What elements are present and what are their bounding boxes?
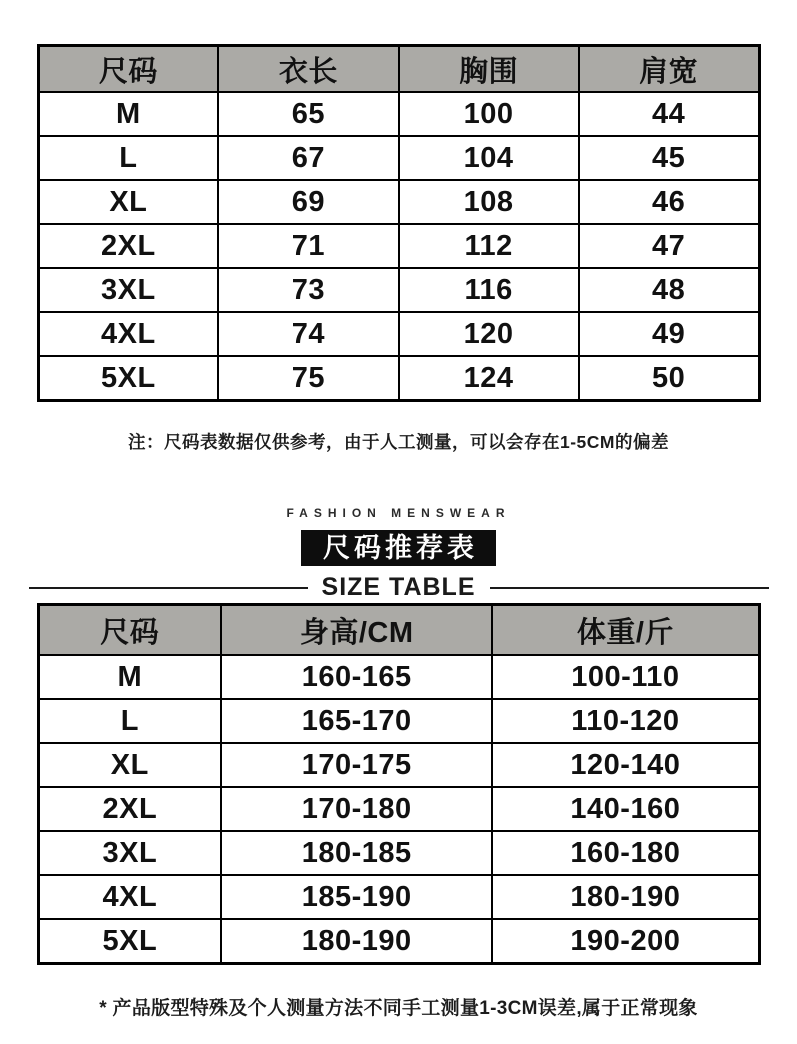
table-row <box>38 180 759 224</box>
table-row <box>38 136 759 180</box>
table-cell: 180-190 <box>492 875 759 919</box>
table-cell: 2XL <box>38 787 221 831</box>
table-cell: 160-165 <box>221 655 492 699</box>
table-cell: 46 <box>579 180 759 224</box>
table-cell: 116 <box>399 268 579 312</box>
table-cell: 44 <box>579 92 759 136</box>
table-cell: 45 <box>579 136 759 180</box>
table-cell: 5XL <box>38 919 221 964</box>
garment-size-table <box>37 44 761 402</box>
recommend-table-footnote: * 产品版型特殊及个人测量方法不同手工测量1-3CM误差,属于正常现象 <box>99 998 698 1019</box>
table-cell: 75 <box>218 356 398 401</box>
table-cell: 49 <box>579 312 759 356</box>
table-cell: 2XL <box>38 224 218 268</box>
table-cell: 124 <box>399 356 579 401</box>
column-header: 胸围 <box>399 46 579 93</box>
column-header: 尺码 <box>38 605 221 656</box>
body-size-recommend-table <box>37 603 761 965</box>
table-cell: XL <box>38 180 218 224</box>
table-cell: XL <box>38 743 221 787</box>
table-cell: 180-190 <box>221 919 492 964</box>
table-row <box>38 831 759 875</box>
table-cell: 140-160 <box>492 787 759 831</box>
column-header: 身高/CM <box>221 605 492 656</box>
table-cell: 112 <box>399 224 579 268</box>
table-row <box>38 919 759 964</box>
header-row <box>38 46 759 93</box>
table-cell: 100 <box>399 92 579 136</box>
table-cell: 110-120 <box>492 699 759 743</box>
table-row <box>38 699 759 743</box>
table-cell: 4XL <box>38 875 221 919</box>
table-cell: 120 <box>399 312 579 356</box>
table-row <box>38 787 759 831</box>
column-header: 肩宽 <box>579 46 759 93</box>
table-cell: 71 <box>218 224 398 268</box>
table-cell: L <box>38 699 221 743</box>
table-cell: M <box>38 92 218 136</box>
garment-table-note: 注：尺码表数据仅供参考，由于人工测量，可以会存在1-5CM的偏差 <box>127 432 669 452</box>
table-cell: 170-180 <box>221 787 492 831</box>
table-cell: 190-200 <box>492 919 759 964</box>
size-recommend-badge: 尺码推荐表 <box>301 530 496 566</box>
table-cell: 50 <box>579 356 759 401</box>
table-row <box>38 875 759 919</box>
table-cell: 65 <box>218 92 398 136</box>
divider-label: SIZE TABLE <box>321 573 476 601</box>
table-cell: 100-110 <box>492 655 759 699</box>
column-header: 体重/斤 <box>492 605 759 656</box>
table-cell: 180-185 <box>221 831 492 875</box>
table-cell: 120-140 <box>492 743 759 787</box>
header-row <box>38 605 759 656</box>
table-cell: 160-180 <box>492 831 759 875</box>
table-row <box>38 92 759 136</box>
table-cell: 3XL <box>38 268 218 312</box>
table-cell: 47 <box>579 224 759 268</box>
divider-line-left <box>29 587 308 589</box>
brand-tagline: FASHION MENSWEAR <box>286 506 511 520</box>
table-row <box>38 224 759 268</box>
table-row <box>38 655 759 699</box>
table-cell: 73 <box>218 268 398 312</box>
table-cell: 170-175 <box>221 743 492 787</box>
table-cell: 69 <box>218 180 398 224</box>
table-cell: 3XL <box>38 831 221 875</box>
size-table-divider <box>29 573 769 602</box>
table-cell: 48 <box>579 268 759 312</box>
table-row <box>38 356 759 401</box>
divider-line-right <box>490 587 769 589</box>
column-header: 衣长 <box>218 46 398 93</box>
column-header: 尺码 <box>38 46 218 93</box>
table-cell: 67 <box>218 136 398 180</box>
table-cell: 4XL <box>38 312 218 356</box>
table-cell: 104 <box>399 136 579 180</box>
table-cell: 108 <box>399 180 579 224</box>
table-row <box>38 312 759 356</box>
table-cell: L <box>38 136 218 180</box>
table-cell: 185-190 <box>221 875 492 919</box>
table-cell: 165-170 <box>221 699 492 743</box>
table-row <box>38 743 759 787</box>
table-cell: 74 <box>218 312 398 356</box>
table-cell: M <box>38 655 221 699</box>
table-cell: 5XL <box>38 356 218 401</box>
table-row <box>38 268 759 312</box>
